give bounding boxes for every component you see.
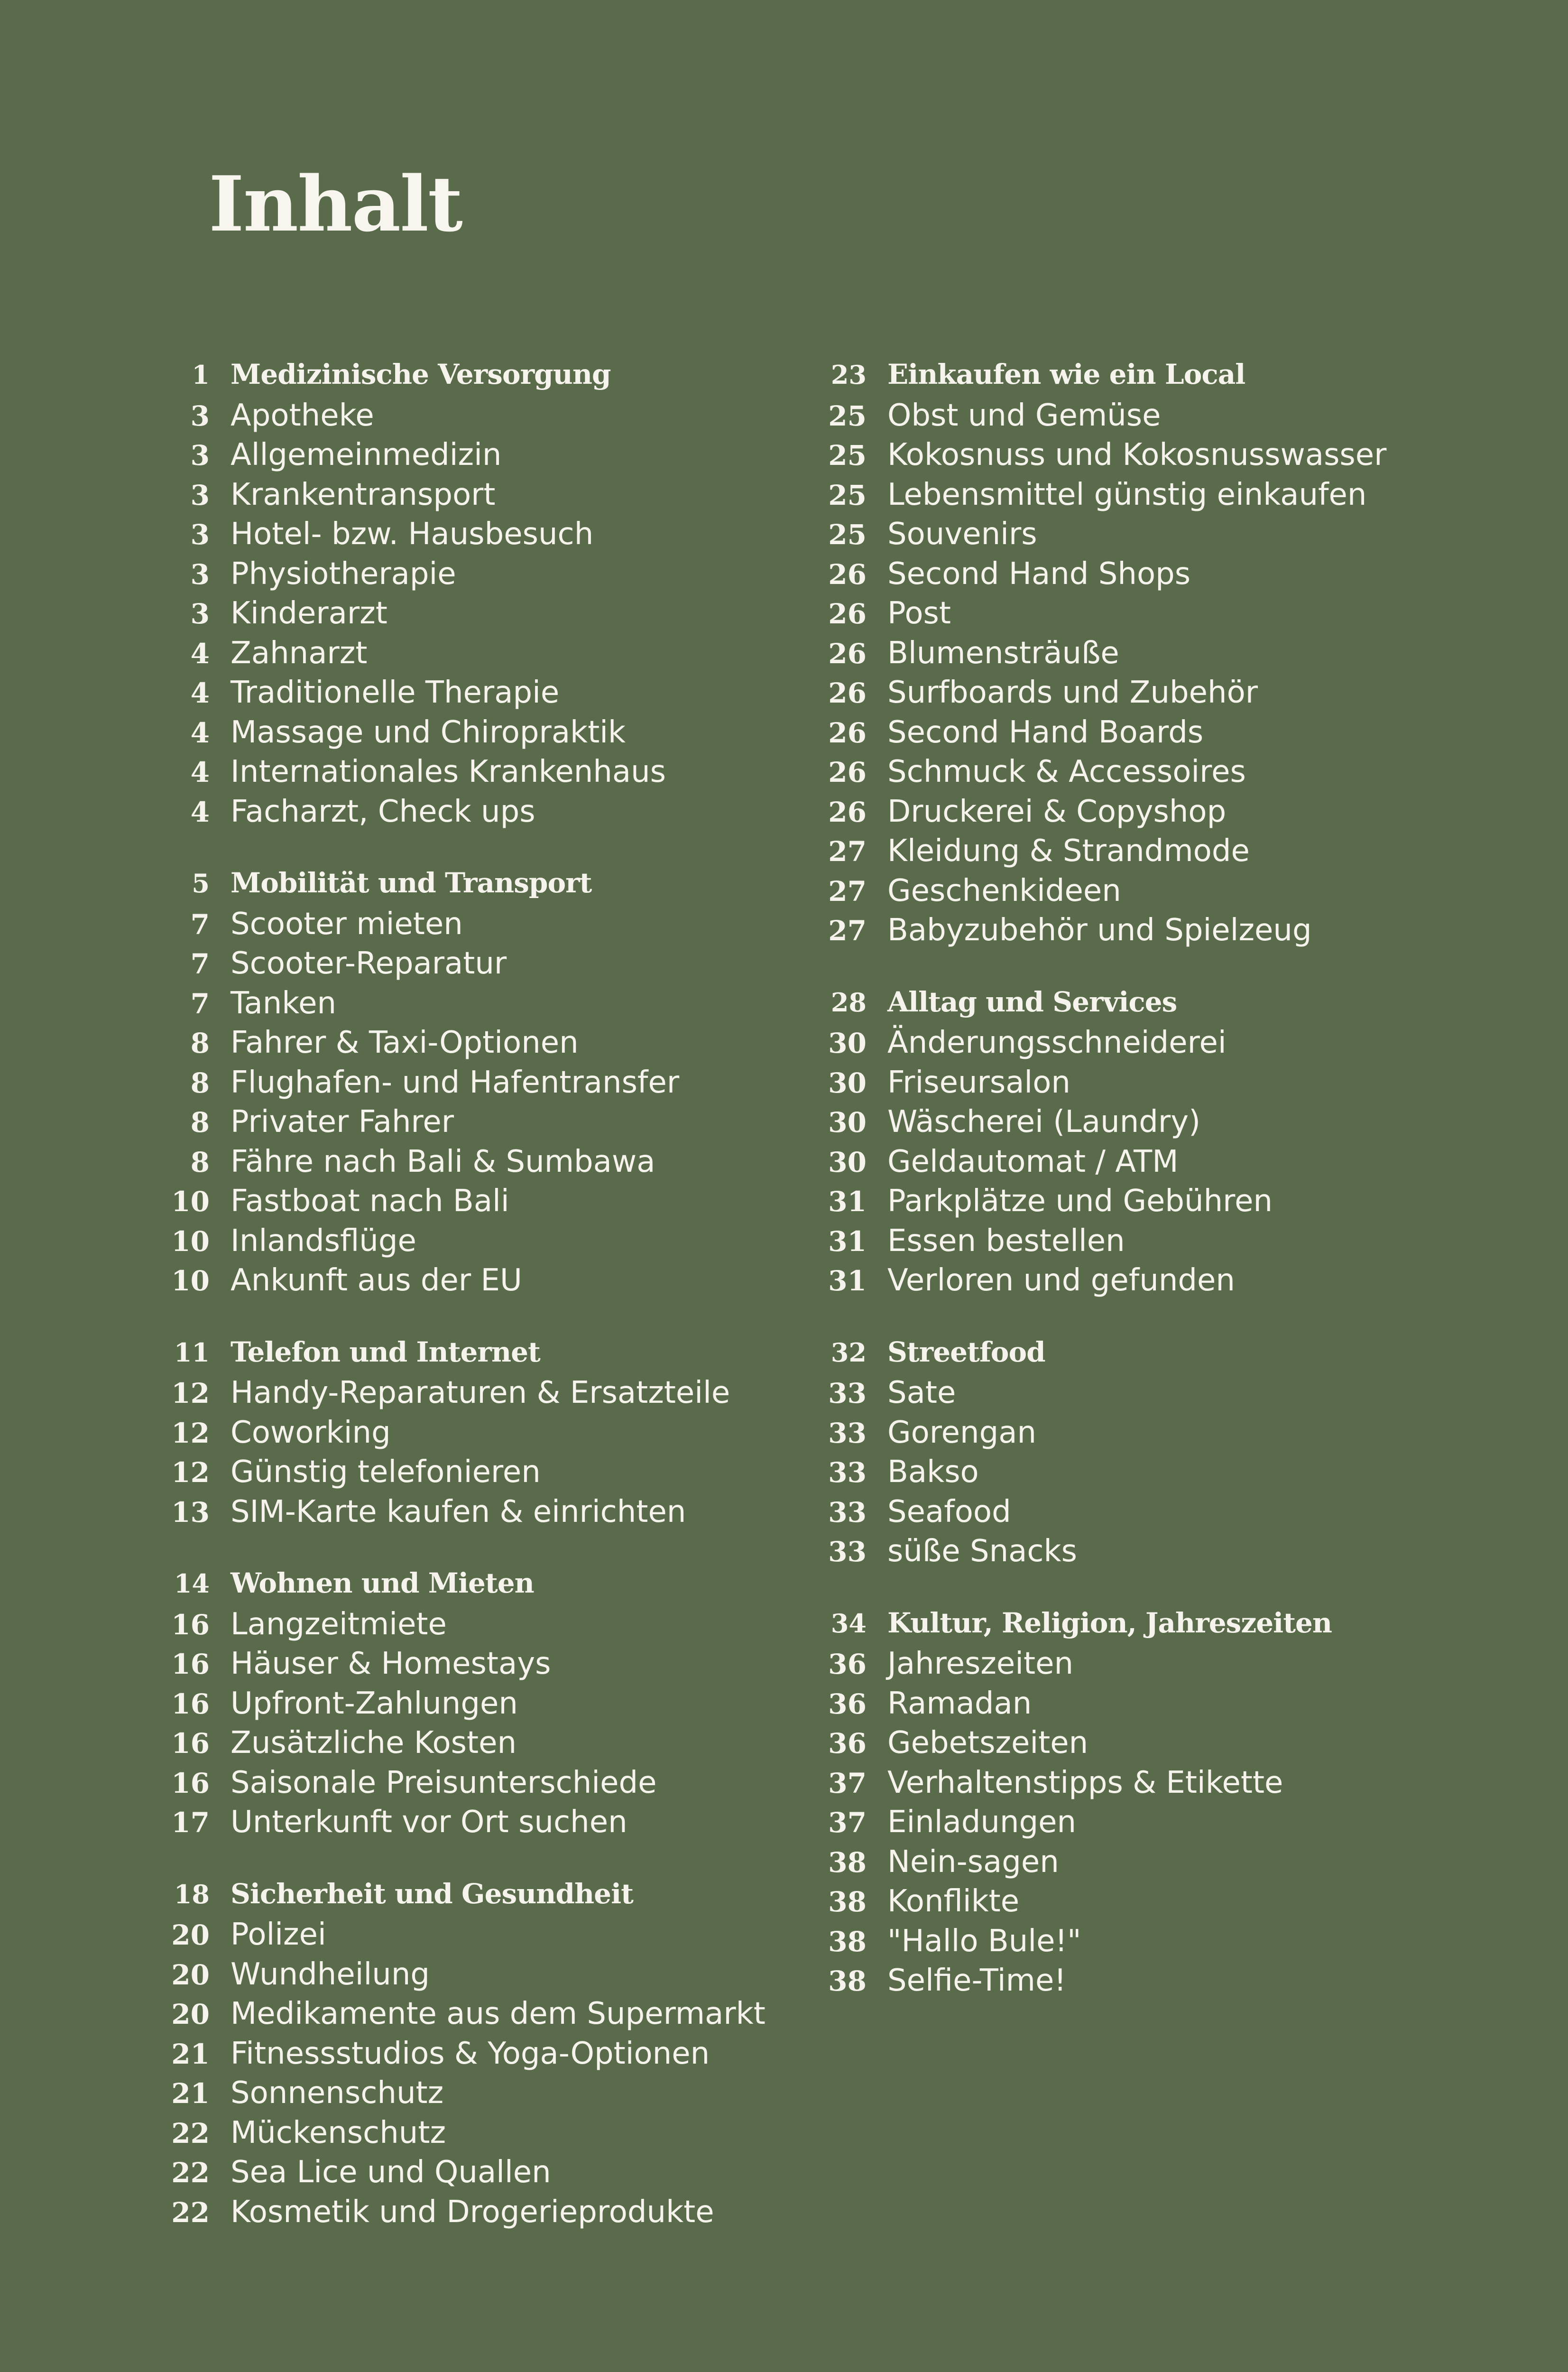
toc-section-heading bbox=[171, 1336, 825, 1376]
toc-page-number: 32 bbox=[830, 1337, 867, 1368]
toc-page-number: 36 bbox=[828, 1727, 867, 1760]
toc-page-number: 18 bbox=[174, 1879, 210, 1909]
toc-entry bbox=[828, 873, 1482, 913]
toc-entry bbox=[171, 1686, 825, 1726]
toc-entry-label: Facharzt, Check ups bbox=[231, 794, 535, 829]
toc-page-number: 28 bbox=[830, 987, 867, 1018]
toc-entry-label: Medikamente aus dem Supermarkt bbox=[231, 1996, 766, 2031]
toc-page-number: 3 bbox=[190, 558, 210, 591]
toc-entry-label: Flughafen- und Hafentransfer bbox=[231, 1065, 680, 1100]
toc-entry-label: Apotheke bbox=[231, 398, 374, 433]
toc-entry-label: Lebensmittel günstig einkaufen bbox=[887, 477, 1367, 512]
toc-page-number: 27 bbox=[828, 835, 867, 868]
toc-entry-label: Jahreszeiten bbox=[887, 1646, 1074, 1681]
toc-entry bbox=[828, 1104, 1482, 1144]
toc-entry-label: Inlandsflüge bbox=[231, 1223, 416, 1259]
toc-page-number: 16 bbox=[171, 1687, 210, 1720]
toc-section bbox=[828, 986, 1482, 1303]
toc-entry bbox=[171, 794, 825, 834]
toc-page-number: 33 bbox=[828, 1496, 867, 1529]
toc-entry bbox=[828, 517, 1482, 556]
toc-page-number: 21 bbox=[171, 2038, 210, 2070]
toc-entry bbox=[171, 1607, 825, 1647]
toc-entry-label: "Hallo Bule!" bbox=[887, 1923, 1081, 1959]
toc-page-number: 20 bbox=[171, 1998, 210, 2030]
toc-page-number: 11 bbox=[174, 1337, 210, 1368]
toc-page-number: 26 bbox=[828, 558, 867, 591]
toc-entry-label: Polizei bbox=[231, 1917, 326, 1952]
toc-entry-label: Verhaltenstipps & Etikette bbox=[887, 1765, 1283, 1800]
toc-page-number: 38 bbox=[828, 1846, 867, 1879]
toc-entry bbox=[171, 477, 825, 517]
toc-entry bbox=[828, 1646, 1482, 1686]
toc-entry bbox=[828, 1184, 1482, 1223]
toc-page-number: 34 bbox=[830, 1608, 867, 1639]
toc-entry-label: Zusätzliche Kosten bbox=[231, 1725, 517, 1760]
toc-entry bbox=[171, 1996, 825, 2036]
toc-entry bbox=[171, 1646, 825, 1686]
toc-page-number: 26 bbox=[828, 796, 867, 828]
toc-entry-label: Druckerei & Copyshop bbox=[887, 794, 1227, 829]
toc-entry bbox=[171, 596, 825, 636]
toc-page-number: 30 bbox=[828, 1146, 867, 1178]
toc-page-number: 7 bbox=[190, 908, 210, 941]
toc-entry bbox=[171, 2155, 825, 2195]
toc-entry bbox=[828, 477, 1482, 517]
toc-entry-label: Blumensträuße bbox=[887, 635, 1119, 671]
toc-entry-label: Häuser & Homestays bbox=[231, 1646, 551, 1681]
toc-entry-label: Günstig telefonieren bbox=[231, 1455, 541, 1490]
toc-entry bbox=[828, 1065, 1482, 1105]
toc-page-number: 1 bbox=[192, 360, 210, 390]
toc-page-number: 23 bbox=[830, 360, 867, 390]
toc-section bbox=[171, 867, 825, 1303]
toc-entry-label: Second Hand Shops bbox=[887, 556, 1191, 592]
toc-section bbox=[171, 1336, 825, 1534]
toc-entry-label: Kleidung & Strandmode bbox=[887, 834, 1250, 869]
toc-page-number: 4 bbox=[190, 796, 210, 828]
toc-entry-label: Seafood bbox=[887, 1494, 1011, 1529]
toc-entry-label: Handy-Reparaturen & Ersatzteile bbox=[231, 1375, 730, 1410]
toc-page-number: 4 bbox=[190, 637, 210, 670]
toc-entry bbox=[171, 986, 825, 1026]
toc-entry bbox=[171, 2115, 825, 2155]
toc-page-number: 12 bbox=[171, 1456, 210, 1489]
toc-entry bbox=[828, 754, 1482, 794]
toc-entry-label: Essen bestellen bbox=[887, 1223, 1125, 1259]
toc-entry-label: Sate bbox=[887, 1375, 956, 1410]
toc-entry bbox=[171, 715, 825, 755]
toc-page-number: 38 bbox=[828, 1886, 867, 1918]
toc-entry bbox=[828, 437, 1482, 477]
toc-heading-label: Kultur, Religion, Jahreszeiten bbox=[887, 1606, 1332, 1639]
toc-page-number: 20 bbox=[171, 1958, 210, 1991]
toc-heading-label: Alltag und Services bbox=[887, 985, 1177, 1018]
toc-entry bbox=[828, 794, 1482, 834]
toc-entry bbox=[171, 1725, 825, 1765]
toc-entry bbox=[171, 2195, 825, 2234]
toc-page-number: 33 bbox=[828, 1417, 867, 1449]
toc-entry bbox=[828, 913, 1482, 953]
toc-entry bbox=[171, 1025, 825, 1065]
toc-entry-label: Traditionelle Therapie bbox=[231, 675, 560, 710]
toc-entry bbox=[171, 754, 825, 794]
toc-entry bbox=[171, 1765, 825, 1805]
toc-heading-label: Sicherheit und Gesundheit bbox=[231, 1877, 633, 1910]
toc-entry-label: Ankunft aus der EU bbox=[231, 1263, 522, 1298]
toc-entry-label: Upfront-Zahlungen bbox=[231, 1686, 518, 1721]
toc-entry-label: Surfboards und Zubehör bbox=[887, 675, 1258, 710]
toc-entry bbox=[171, 675, 825, 715]
toc-entry bbox=[828, 1494, 1482, 1534]
toc-page-number: 10 bbox=[171, 1265, 210, 1297]
toc-page-number: 38 bbox=[828, 1925, 867, 1958]
toc-section-heading bbox=[171, 867, 825, 907]
toc-column-left bbox=[171, 358, 825, 2267]
toc-page-number: 30 bbox=[828, 1027, 867, 1059]
toc-entry bbox=[171, 1805, 825, 1844]
toc-entry-label: Allgemeinmedizin bbox=[231, 437, 502, 473]
toc-entry-label: Sea Lice und Quallen bbox=[231, 2155, 551, 2190]
toc-page-number: 22 bbox=[171, 2157, 210, 2189]
toc-page-number: 8 bbox=[190, 1027, 210, 1059]
toc-entry bbox=[171, 1375, 825, 1415]
toc-entry-label: Coworking bbox=[231, 1415, 391, 1450]
toc-entry-label: Kinderarzt bbox=[231, 596, 387, 631]
toc-page-number: 21 bbox=[171, 2077, 210, 2110]
toc-page-number: 4 bbox=[190, 756, 210, 788]
toc-page-number: 13 bbox=[171, 1496, 210, 1529]
toc-page-number: 25 bbox=[828, 479, 867, 511]
toc-page-number: 33 bbox=[828, 1456, 867, 1489]
toc-entry bbox=[171, 556, 825, 596]
toc-entry bbox=[828, 556, 1482, 596]
toc-page-number: 3 bbox=[190, 479, 210, 511]
toc-entry bbox=[171, 1917, 825, 1957]
toc-entry bbox=[171, 1263, 825, 1303]
toc-entry-label: Wundheilung bbox=[231, 1956, 430, 1992]
toc-entry-label: Geldautomat / ATM bbox=[887, 1144, 1179, 1179]
toc-page-number: 8 bbox=[190, 1146, 210, 1178]
toc-page-number: 17 bbox=[171, 1807, 210, 1839]
toc-entry-label: Fähre nach Bali & Sumbawa bbox=[231, 1144, 655, 1179]
toc-entry bbox=[171, 907, 825, 946]
toc-entry bbox=[828, 636, 1482, 676]
toc-entry-label: Fastboat nach Bali bbox=[231, 1184, 509, 1219]
toc-entry-label: Bakso bbox=[887, 1455, 979, 1490]
toc-entry-label: Privater Fahrer bbox=[231, 1104, 454, 1140]
toc-entry bbox=[828, 1844, 1482, 1884]
toc-section bbox=[171, 358, 825, 834]
toc-entry-label: Scooter-Reparatur bbox=[231, 946, 507, 981]
toc-entry bbox=[171, 1184, 825, 1223]
toc-entry-label: Kokosnuss und Kokosnusswasser bbox=[887, 437, 1387, 473]
toc-entry bbox=[171, 1957, 825, 1997]
toc-entry bbox=[171, 517, 825, 556]
toc-section-heading bbox=[828, 986, 1482, 1026]
toc-entry bbox=[828, 1455, 1482, 1494]
toc-entry-label: Gebetszeiten bbox=[887, 1725, 1088, 1760]
toc-section-heading bbox=[171, 1567, 825, 1607]
toc-page-number: 8 bbox=[190, 1066, 210, 1099]
toc-entry bbox=[828, 1765, 1482, 1805]
toc-entry bbox=[171, 1104, 825, 1144]
toc-page-number: 10 bbox=[171, 1186, 210, 1218]
toc-page-number: 25 bbox=[828, 519, 867, 551]
toc-entry-label: Krankentransport bbox=[231, 477, 496, 512]
toc-entry bbox=[171, 1415, 825, 1455]
toc-heading-label: Einkaufen wie ein Local bbox=[887, 358, 1245, 390]
toc-page-number: 12 bbox=[171, 1377, 210, 1409]
toc-entry bbox=[171, 1455, 825, 1494]
toc-page-number: 4 bbox=[190, 677, 210, 709]
toc-page-number: 36 bbox=[828, 1648, 867, 1680]
toc-page-number: 26 bbox=[828, 677, 867, 709]
toc-page-number: 37 bbox=[828, 1767, 867, 1799]
toc-page-number: 8 bbox=[190, 1106, 210, 1139]
toc-entry-label: Mückenschutz bbox=[231, 2115, 446, 2150]
toc-entry-label: Internationales Krankenhaus bbox=[231, 754, 666, 789]
toc-entry bbox=[828, 834, 1482, 873]
toc-entry-label: Ramadan bbox=[887, 1686, 1032, 1721]
toc-page-number: 3 bbox=[190, 399, 210, 432]
toc-section bbox=[171, 1567, 825, 1844]
toc-page-number: 33 bbox=[828, 1536, 867, 1568]
toc-entry-label: Saisonale Preisunterschiede bbox=[231, 1765, 657, 1800]
toc-entry bbox=[828, 1375, 1482, 1415]
toc-section-heading bbox=[171, 358, 825, 398]
toc-page-number: 26 bbox=[828, 756, 867, 788]
toc-entry-label: Selfie-Time! bbox=[887, 1963, 1066, 1998]
toc-entry-label: Einladungen bbox=[887, 1805, 1077, 1840]
toc-page-number: 26 bbox=[828, 637, 867, 670]
toc-entry-label: Fahrer & Taxi-Optionen bbox=[231, 1025, 579, 1060]
toc-page-number: 16 bbox=[171, 1648, 210, 1680]
toc-entry-label: Langzeitmiete bbox=[231, 1606, 447, 1642]
toc-page-number: 37 bbox=[828, 1807, 867, 1839]
toc-page-number: 3 bbox=[190, 519, 210, 551]
toc-entry bbox=[171, 636, 825, 676]
toc-entry bbox=[171, 2036, 825, 2076]
toc-entry bbox=[828, 1534, 1482, 1574]
toc-page-number: 12 bbox=[171, 1417, 210, 1449]
toc-page-number: 10 bbox=[171, 1225, 210, 1258]
toc-page-number: 7 bbox=[190, 987, 210, 1020]
toc-entry-label: Babyzubehör und Spielzeug bbox=[887, 913, 1312, 948]
toc-section bbox=[828, 1607, 1482, 2003]
toc-page-number: 20 bbox=[171, 1919, 210, 1951]
toc-entry bbox=[171, 398, 825, 438]
toc-entry bbox=[171, 1144, 825, 1184]
toc-heading-label: Medizinische Versorgung bbox=[231, 358, 611, 390]
toc-entry-label: SIM-Karte kaufen & einrichten bbox=[231, 1494, 686, 1529]
toc-page-number: 26 bbox=[828, 716, 867, 749]
toc-page-number: 22 bbox=[171, 2196, 210, 2229]
toc-entry bbox=[828, 596, 1482, 636]
toc-entry-label: Unterkunft vor Ort suchen bbox=[231, 1805, 627, 1840]
toc-entry-label: Geschenkideen bbox=[887, 873, 1121, 908]
toc-section-heading bbox=[828, 358, 1482, 398]
toc-column-right bbox=[828, 358, 1482, 2036]
toc-page-number: 4 bbox=[190, 716, 210, 749]
toc-section bbox=[171, 1878, 825, 2234]
toc-entry-label: Souvenirs bbox=[887, 517, 1037, 552]
toc-page-number: 25 bbox=[828, 399, 867, 432]
toc-entry-label: Gorengan bbox=[887, 1415, 1036, 1450]
toc-page-number: 31 bbox=[828, 1186, 867, 1218]
toc-page-number: 33 bbox=[828, 1377, 867, 1409]
toc-page-number: 31 bbox=[828, 1265, 867, 1297]
toc-heading-label: Streetfood bbox=[887, 1335, 1045, 1368]
toc-page-number: 27 bbox=[828, 875, 867, 908]
toc-entry bbox=[828, 1263, 1482, 1303]
toc-section-heading bbox=[828, 1336, 1482, 1376]
toc-entry bbox=[828, 398, 1482, 438]
toc-entry bbox=[171, 437, 825, 477]
toc-entry bbox=[828, 675, 1482, 715]
toc-entry bbox=[171, 1494, 825, 1534]
toc-entry bbox=[828, 1025, 1482, 1065]
toc-page-number: 7 bbox=[190, 948, 210, 980]
toc-section bbox=[828, 1336, 1482, 1574]
toc-entry-label: süße Snacks bbox=[887, 1534, 1077, 1569]
toc-entry bbox=[171, 946, 825, 986]
toc-heading-label: Telefon und Internet bbox=[231, 1335, 540, 1368]
toc-entry-label: Kosmetik und Drogerieprodukte bbox=[231, 2194, 714, 2230]
toc-entry-label: Hotel- bzw. Hausbesuch bbox=[231, 517, 594, 552]
toc-section-heading bbox=[171, 1878, 825, 1918]
toc-entry-label: Massage und Chiropraktik bbox=[231, 714, 626, 750]
toc-page-number: 16 bbox=[171, 1727, 210, 1760]
toc-section bbox=[828, 358, 1482, 953]
toc-entry bbox=[828, 1415, 1482, 1455]
toc-entry-label: Parkplätze und Gebühren bbox=[887, 1184, 1273, 1219]
toc-entry-label: Verloren und gefunden bbox=[887, 1263, 1235, 1298]
toc-page-number: 3 bbox=[190, 439, 210, 472]
toc-page-number: 38 bbox=[828, 1965, 867, 1997]
toc-page-number: 27 bbox=[828, 915, 867, 947]
toc-page-number: 25 bbox=[828, 439, 867, 472]
toc-page-number: 5 bbox=[192, 868, 210, 899]
toc-entry-label: Sonnenschutz bbox=[231, 2076, 444, 2111]
toc-section-heading bbox=[828, 1607, 1482, 1647]
toc-entry-label: Schmuck & Accessoires bbox=[887, 754, 1246, 789]
toc-heading-label: Wohnen und Mieten bbox=[231, 1567, 534, 1599]
toc-entry-label: Scooter mieten bbox=[231, 906, 463, 942]
toc-entry-label: Zahnarzt bbox=[231, 635, 368, 671]
toc-entry bbox=[828, 1924, 1482, 1964]
toc-page-number: 16 bbox=[171, 1767, 210, 1799]
toc-entry bbox=[828, 1963, 1482, 2003]
toc-entry-label: Tanken bbox=[231, 985, 336, 1021]
toc-entry bbox=[828, 1884, 1482, 1924]
toc-page-number: 16 bbox=[171, 1608, 210, 1641]
toc-entry bbox=[171, 2076, 825, 2115]
toc-entry bbox=[828, 1686, 1482, 1726]
toc-entry-label: Änderungsschneiderei bbox=[887, 1025, 1227, 1060]
toc-entry-label: Obst und Gemüse bbox=[887, 398, 1161, 433]
toc-page-number: 14 bbox=[174, 1568, 210, 1599]
toc-entry-label: Friseursalon bbox=[887, 1065, 1070, 1100]
toc-entry bbox=[828, 1805, 1482, 1844]
page-title: Inhalt bbox=[209, 159, 462, 249]
toc-entry bbox=[828, 715, 1482, 755]
toc-entry-label: Wäscherei (Laundry) bbox=[887, 1104, 1201, 1140]
toc-entry-label: Physiotherapie bbox=[231, 556, 456, 592]
toc-heading-label: Mobilität und Transport bbox=[231, 867, 592, 899]
toc-entry bbox=[828, 1223, 1482, 1263]
toc-page-number: 30 bbox=[828, 1106, 867, 1139]
toc-entry-label: Post bbox=[887, 596, 951, 631]
toc-page-number: 31 bbox=[828, 1225, 867, 1258]
toc-entry bbox=[171, 1223, 825, 1263]
toc-page-number: 36 bbox=[828, 1687, 867, 1720]
toc-entry bbox=[828, 1144, 1482, 1184]
toc-page-number: 3 bbox=[190, 598, 210, 630]
toc-page-number: 22 bbox=[171, 2117, 210, 2150]
toc-entry-label: Second Hand Boards bbox=[887, 714, 1204, 750]
toc-entry-label: Nein-sagen bbox=[887, 1844, 1059, 1880]
toc-entry-label: Konflikte bbox=[887, 1884, 1020, 1919]
toc-entry-label: Fitnessstudios & Yoga-Optionen bbox=[231, 2036, 710, 2071]
toc-page-number: 30 bbox=[828, 1066, 867, 1099]
toc-entry bbox=[171, 1065, 825, 1105]
toc-page-number: 26 bbox=[828, 598, 867, 630]
toc-entry bbox=[828, 1725, 1482, 1765]
